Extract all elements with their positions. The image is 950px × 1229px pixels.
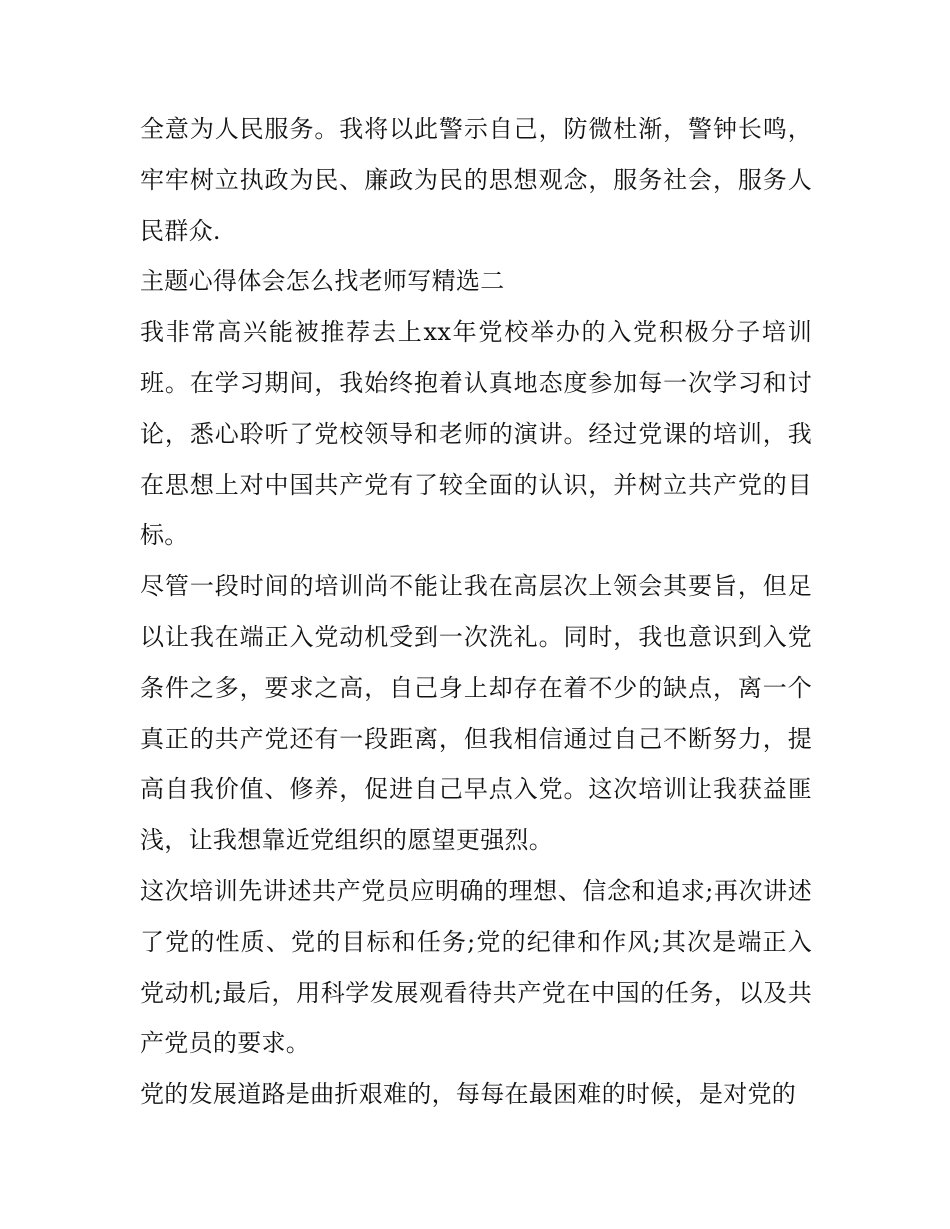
document-body [140,104,812,1120]
paragraph-continued-service: 全意为人民服务。我将以此警示自己，防微杜渐，警钟长鸣，牢牢树立执政为民、廉政为民的思想观念，服务社会，服务人民群众. [140,115,812,245]
paragraph-party-development: 党的发展道路是曲折艰难的，每每在最困难的时候，是对党的 [140,1080,797,1109]
section-heading: 主题心得体会怎么找老师写精选二 [140,267,505,296]
paragraph-training-reflection: 尽管一段时间的培训尚不能让我在高层次上领会其要旨，但足以让我在端正入党动机受到一次洗礼。同时，我也意识到入党条件之多，要求之高，自己身上却存在着不少的缺点，离一个真正的共产党还有一段距离，但我相信通过自己不断努力，提高自我价值、修养，促进自己早点入党。这次培训让我获益匪浅，让我想靠近党组织的愿望更强烈。 [140,572,812,855]
paragraph-training-content: 这次培训先讲述共产党员应明确的理想、信念和追求;再次讲述了党的性质、党的目标和任务;党的纪律和作风;其次是端正入党动机;最后，用科学发展观看待共产党在中国的任务，以及共产党员的要求。 [140,876,812,1058]
paragraph-training-intro: 我非常高兴能被推荐去上xx年党校举办的入党积极分子培训班。在学习期间，我始终抱着认真地态度参加每一次学习和讨论，悉心聆听了党校领导和老师的演讲。经过党课的培训，我在思想上对中国共产党有了较全面的认识，并树立共产党的目标。 [140,318,812,550]
